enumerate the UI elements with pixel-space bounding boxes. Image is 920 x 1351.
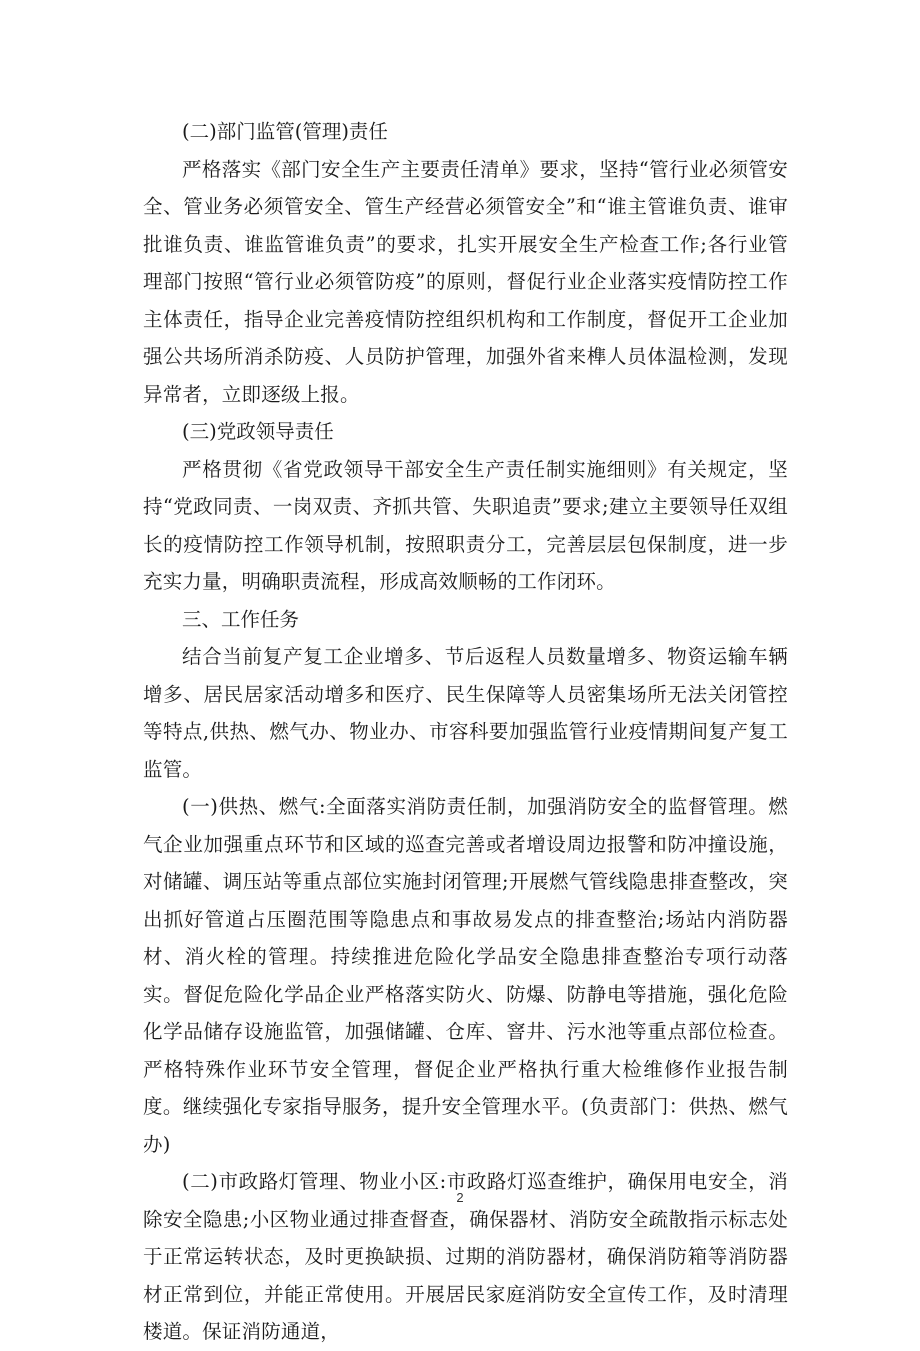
document-body: [143, 113, 788, 1351]
section-heading-dept-supervision: (二)部门监管(管理)责任: [182, 120, 388, 143]
paragraph-heating-gas: (一)供热、燃气:全面落实消防责任制，加强消防安全的监督管理。燃气企业加强重点环节和区域的巡查完善或者增设周边报警和防冲撞设施，对储罐、调压站等重点部位实施封闭管理;开展燃气管线隐患排查整改，突出抓好管道占压圈范围等隐患点和事故易发点的排查整治;场站内消防器材、消火栓的管理。持续推进危险化学品安全隐患排查整治专项行动落实。督促危险化学品企业严格落实防火、防爆、防静电等措施，强化危险化学品储存设施监管，加强储罐、仓库、窨井、污水池等重点部位检查。严格特殊作业环节安全管理，督促企业严格执行重大检维修作业报告制度。继续强化专家指导服务，提升安全管理水平。(负责部门：供热、燃气办): [143, 795, 788, 1156]
page-number: 2: [456, 1190, 464, 1205]
paragraph-streetlight-property: (二)市政路灯管理、物业小区:市政路灯巡查维护，确保用电安全，消除安全隐患;小区物业通过排查督查，确保器材、消防安全疏散指示标志处于正常运转状态，及时更换缺损、过期的消防器材，确保消防箱等消防器材正常到位，并能正常使用。开展居民家庭消防安全宣传工作，及时清理楼道。保证消防通道，: [143, 1170, 788, 1343]
section-heading-work-tasks: 三、工作任务: [182, 607, 300, 631]
paragraph-party-leadership: 严格贯彻《省党政领导干部安全生产责任制实施细则》有关规定，坚持“党政同责、一岗双责、齐抓共管、失职追责”要求;建立主要领导任双组长的疫情防控工作领导机制，按照职责分工，完善层层包保制度，进一步充实力量，明确职责流程，形成高效顺畅的工作闭环。: [143, 457, 788, 593]
section-heading-party-leadership: (三)党政领导责任: [182, 420, 334, 443]
paragraph-work-tasks-intro: 结合当前复产复工企业增多、节后返程人员数量增多、物资运输车辆增多、居民居家活动增多和医疗、民生保障等人员密集场所无法关闭管控等特点,供热、燃气办、物业办、市容科要加强监管行业疫情期间复产复工监管。: [143, 645, 788, 781]
paragraph-dept-supervision: 严格落实《部门安全生产主要责任清单》要求，坚持“管行业必须管安全、管业务必须管安全、管生产经营必须管安全”和“谁主管谁负责、谁审批谁负责、谁监管谁负责”的要求，扎实开展安全生产检查工作;各行业管理部门按照“管行业必须管防疫”的原则，督促行业企业落实疫情防控工作主体责任，指导企业完善疫情防控组织机构和工作制度，督促开工企业加强公共场所消杀防疫、人员防护管理，加强外省来榫人员体温检测，发现异常者，立即逐级上报。: [143, 157, 788, 406]
